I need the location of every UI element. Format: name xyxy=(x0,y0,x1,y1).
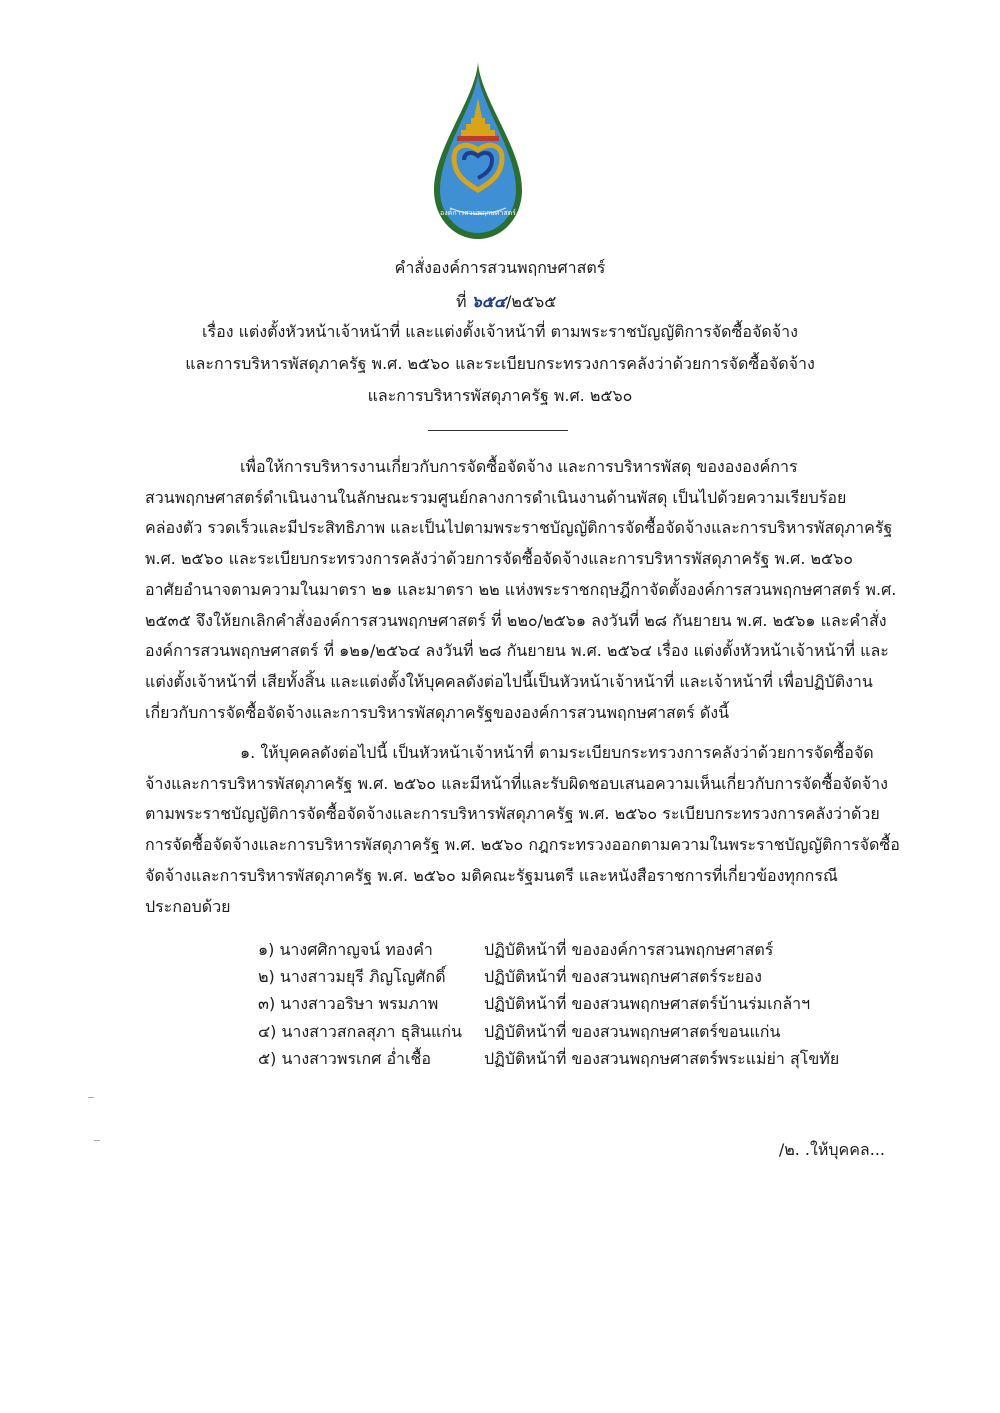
subject-line-3: และการบริหารพัสดุภาครัฐ พ.ศ. ๒๕๖๐ xyxy=(367,386,633,405)
person-duty: ปฏิบัติหน้าที่ ของสวนพฤกษศาสตร์พระแม่ย่า สุโขทัย xyxy=(484,1048,840,1068)
list-item xyxy=(258,963,839,990)
botanical-garden-emblem xyxy=(428,58,528,243)
order-number-handwritten: ๖๕๔ xyxy=(471,292,507,311)
paragraph-line: คล่องตัว รวดเร็วและมีประสิทธิภาพ และเป็นไปตามพระราชบัญญัติการจัดซื้อจัดจ้างและการบริหารพัสดุภาครัฐ xyxy=(145,518,893,538)
paragraph-line: แต่งตั้งเจ้าหน้าที่ เสียทั้งสิ้น และแต่งตั้งให้บุคคลดังต่อไปนี้เป็นหัวหน้าเจ้าหน้าที่ และเจ้าหน้าที่ เพื่อปฏิบัติงาน xyxy=(145,671,873,691)
paragraph-line: ประกอบด้วย xyxy=(145,896,231,916)
order-year: /๒๕๖๕ xyxy=(506,292,557,311)
scan-mark xyxy=(94,1140,100,1141)
subject-line-2: และการบริหารพัสดุภาครัฐ พ.ศ. ๒๕๖๐ และระเบียบกระทรวงการคลังว่าด้วยการจัดซื้อจัดจ้าง xyxy=(185,354,815,373)
paragraph-line: เกี่ยวกับการจัดซื้อจัดจ้างและการบริหารพัสดุภาครัฐขององค์การสวนพฤกษศาสตร์ ดังนี้ xyxy=(145,702,730,722)
list-item xyxy=(258,936,839,963)
paragraph-line: สวนพฤกษศาสตร์ดำเนินงานในลักษณะรวมศูนย์กลางการดำเนินงานด้านพัสดุ เป็นไปด้วยความเรียบร้อย xyxy=(145,487,847,507)
paragraph-line: ตามพระราชบัญญัติการจัดซื้อจัดจ้างและการบริหารพัสดุภาครัฐ พ.ศ. ๒๕๖๐ ระเบียบกระทรวงการคลังว่าด้วย xyxy=(145,804,880,824)
body-paragraph-2 xyxy=(145,738,900,922)
list-item xyxy=(258,1045,839,1072)
order-number xyxy=(456,292,556,312)
person-name: ๒) นางสาวมยุรี ภิญโญศักดิ์ xyxy=(258,967,446,987)
person-name: ๑) นางศศิกาญจน์ ทองคำ xyxy=(258,940,433,959)
person-duty: ปฏิบัติหน้าที่ ของสวนพฤกษศาสตร์ขอนแก่น xyxy=(484,1021,781,1041)
paragraph-line: การจัดซื้อจัดจ้างและการบริหารพัสดุภาครัฐ พ.ศ. ๒๕๖๐ กฎกระทรวงออกตามความในพระราชบัญญัติการจัดซื้อ xyxy=(145,835,900,855)
header-divider xyxy=(428,430,568,431)
list-item xyxy=(258,1018,839,1045)
paragraph-line: เพื่อให้การบริหารงานเกี่ยวกับการจัดซื้อจัดจ้าง และการบริหารพัสดุ ของององค์การ xyxy=(240,457,798,476)
paragraph-line: พ.ศ. ๒๕๖๐ และระเบียบกระทรวงการคลังว่าด้วยการจัดซื้อจัดจ้างและการบริหารพัสดุภาครัฐ พ.ศ. ๒๕๖๐ xyxy=(145,549,854,569)
subject-line-1: เรื่อง แต่งตั้งหัวหน้าเจ้าหน้าที่ และแต่งตั้งเจ้าหน้าที่ ตามพระราชบัญญัติการจัดซื้อจัดจ้าง xyxy=(202,322,798,341)
order-prefix: ที่ xyxy=(456,292,467,311)
paragraph-line: จัดจ้างและการบริหารพัสดุภาครัฐ พ.ศ. ๒๕๖๐ มติคณะรัฐมนตรี และหนังสือราชการที่เกี่ยวข้องทุกกรณี xyxy=(145,865,838,885)
paragraph-line: องค์การสวนพฤกษศาสตร์ ที่ ๑๒๑/๒๕๖๔ ลงวันที่ ๒๘ กันยายน พ.ศ. ๒๕๖๔ เรื่อง แต่งตั้งหัวหน้าเจ้าหน้าที่ และ xyxy=(145,641,889,661)
person-name: ๔) นางสาวสกลสุภา ธุสินแก่น xyxy=(258,1021,462,1041)
appointee-list xyxy=(258,936,839,1072)
paragraph-line: จ้างและการบริหารพัสดุภาครัฐ พ.ศ. ๒๕๖๐ และมีหน้าที่และรับผิดชอบเสนอความเห็นเกี่ยวกับการจัดซื้อจัดจ้าง xyxy=(145,773,888,793)
person-duty: ปฏิบัติหน้าที่ ขององค์การสวนพฤกษศาสตร์ xyxy=(484,940,774,959)
scan-mark xyxy=(88,1097,94,1098)
person-name: ๓) นางสาวอริษา พรมภาพ xyxy=(258,994,439,1014)
paragraph-line: ๑. ให้บุคคลดังต่อไปนี้ เป็นหัวหน้าเจ้าหน้าที่ ตามระเบียบกระทรวงการคลังว่าด้วยการจัดซื้อจัด xyxy=(240,743,874,762)
paragraph-line: ๒๕๓๕ จึงให้ยกเลิกคำสั่งองค์การสวนพฤกษศาสตร์ ที่ ๒๒๐/๒๕๖๑ ลงวันที่ ๒๘ กันยายน พ.ศ. ๒๕๖๑ และคำสั่ง xyxy=(145,610,887,630)
list-item xyxy=(258,990,839,1017)
person-name: ๕) นางสาวพรเกศ อ่ำเชื้อ xyxy=(258,1048,431,1068)
paragraph-line: อาศัยอำนาจตามความในมาตรา ๒๑ และมาตรา ๒๒ แห่งพระราชกฤษฎีกาจัดตั้งองค์การสวนพฤกษศาสตร์ พ.ศ. xyxy=(145,579,897,599)
emblem-text: องค์การสวนพฤกษศาสตร์ xyxy=(440,209,516,217)
order-title: คำสั่งองค์การสวนพฤกษศาสตร์ xyxy=(394,258,606,277)
continuation-note: /๒. .ให้บุคคล... xyxy=(778,1140,885,1159)
person-duty: ปฏิบัติหน้าที่ ของสวนพฤกษศาสตร์บ้านร่มเกล้าฯ xyxy=(484,994,811,1014)
body-paragraph-1 xyxy=(145,452,897,728)
person-duty: ปฏิบัติหน้าที่ ของสวนพฤกษศาสตร์ระยอง xyxy=(484,967,762,987)
